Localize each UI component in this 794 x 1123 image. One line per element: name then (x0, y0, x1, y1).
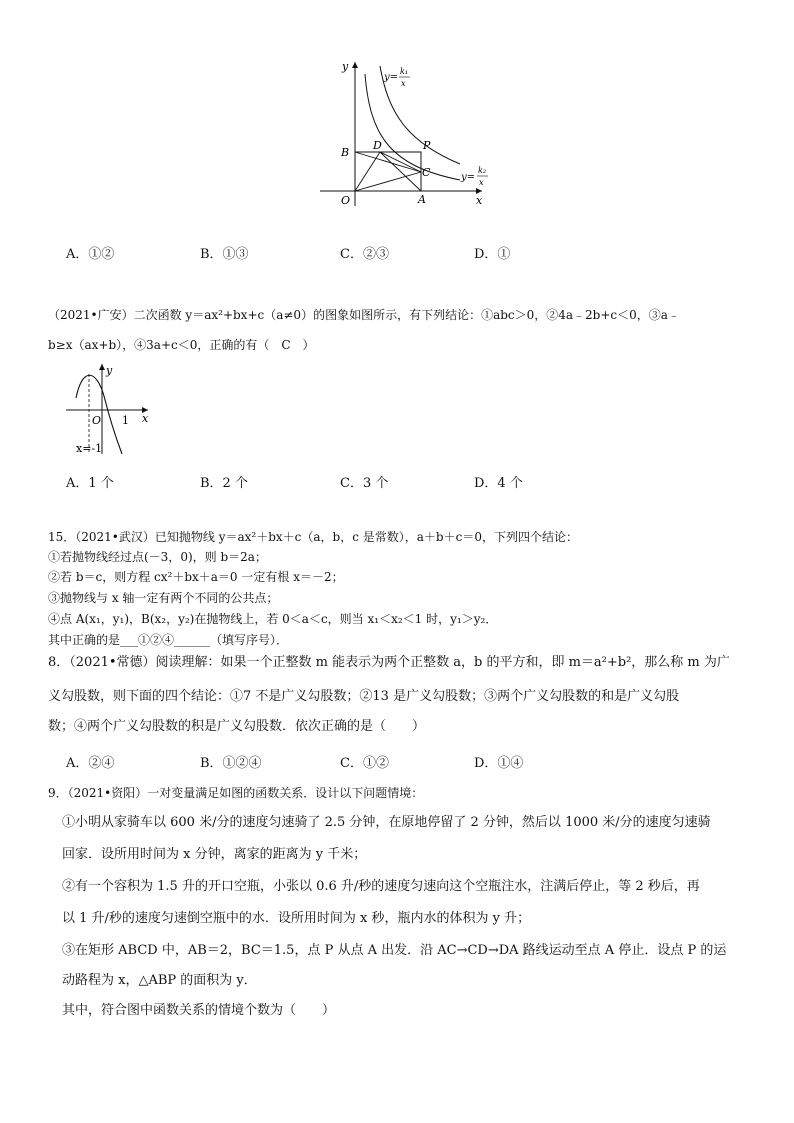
q15-statement-4: ④点 A(x₁，y₁)，B(x₂，y₂)在抛物线上，若 0＜a＜c，则当 x₁＜x₂＜1 时，y₁＞y₂． (48, 612, 498, 626)
prev-option-d[interactable]: D．① (474, 247, 511, 262)
origin-label: O (341, 194, 351, 207)
curve1-denominator: x (401, 79, 406, 88)
q8-option-b[interactable]: B．①②④ (200, 756, 262, 771)
q15-stem: 15．（2021•武汉）已知抛物线 y＝ax²＋bx＋c（a，b，c 是常数），a＋b＋c＝0，下列四个结论： (48, 530, 578, 544)
guangan-question-line2: b≥x（ax+b），④3a+c＜0，正确的有（ C ） (48, 338, 315, 352)
curve1-numerator: k₁ (400, 67, 409, 76)
q8-option-c[interactable]: C．①② (340, 756, 389, 771)
inverse-function-figure (310, 56, 500, 214)
q9-scenario-3-line1: ③在矩形 ABCD 中，AB＝2，BC＝1.5，点 P 从点 A 出发．沿 AC→CD→DA 路线运动至点 A 停止．设点 P 的运 (62, 943, 727, 958)
q9-stem: 9．（2021•资阳）一对变量满足如图的函数关系．设计以下问题情境： (48, 786, 424, 800)
parabola-y-label: y (106, 364, 113, 377)
prev-option-a[interactable]: A．①② (66, 247, 115, 262)
guangan-option-a[interactable]: A．1 个 (66, 476, 114, 491)
x-axis-label: x (476, 194, 483, 207)
point-p-label: P (423, 139, 431, 152)
prev-option-b[interactable]: B．①③ (200, 247, 249, 262)
curve1-label: y= (384, 72, 399, 83)
hyperbola-k2 (365, 74, 460, 180)
parabola-one-label: 1 (122, 414, 129, 427)
guangan-question-line1: （2021•广安）二次函数 y＝ax²+bx+c（a≠0）的图象如图所示，有下列结论：①abc＞0，②4a﹣2b+c＜0，③a﹣ (48, 308, 680, 322)
q9-scenario-1-line2: 回家．设所用时间为 x 分钟，离家的距离为 y 千米； (62, 847, 367, 862)
q8-option-d[interactable]: D．①④ (474, 756, 524, 771)
guangan-option-b[interactable]: B．2 个 (200, 476, 248, 491)
q9-scenario-2-line2: 以 1 升/秒的速度匀速倒空瓶中的水．设所用时间为 x 秒，瓶内水的体积为 y 升； (62, 911, 531, 926)
q9-question: 其中，符合图中函数关系的情境个数为（ ） (62, 1003, 336, 1018)
parabola-figure (62, 360, 162, 460)
point-a-label: A (418, 193, 426, 206)
q15-answer: 其中正确的是___①②④______（填写序号）． (48, 633, 289, 647)
segment-da (380, 152, 421, 191)
parabola-origin-label: O (92, 414, 102, 427)
guangan-option-c[interactable]: C．3 个 (340, 476, 389, 491)
curve2-numerator: k₂ (478, 166, 487, 175)
q8-line1: 8．（2021•常德）阅读理解：如果一个正整数 m 能表示为两个正整数 a，b 的平方和，即 m＝a²+b²，那么称 m 为广 (48, 655, 730, 670)
segment-dc (380, 152, 421, 172)
rectangle-oapb (355, 152, 421, 191)
q15-statement-1: ①若抛物线经过点(－3，0)，则 b＝2a； (48, 550, 267, 564)
q15-statement-3: ③抛物线与 x 轴一定有两个不同的公共点； (48, 591, 279, 605)
point-d-label: D (373, 139, 382, 152)
guangan-option-d[interactable]: D．4 个 (474, 476, 523, 491)
symmetry-axis-label: x=-1 (76, 442, 103, 455)
q9-scenario-1-line1: ①小明从家骑车以 600 米/分的速度匀速骑了 2.5 分钟，在原地停留了 2 分钟，然后以 1000 米/分的速度匀速骑 (62, 815, 711, 830)
q15-statement-2: ②若 b＝c，则方程 cx²＋bx＋a＝0 一定有根 x＝－2； (48, 570, 344, 584)
q9-scenario-3-line2: 动路程为 x，△ABP 的面积为 y． (62, 973, 257, 988)
q8-line2: 义勾股数，则下面的四个结论：①7 不是广义勾股数；②13 是广义勾股数；③两个广义勾股数的和是广义勾股 (48, 689, 680, 704)
point-c-label: C (422, 166, 431, 179)
q8-option-a[interactable]: A．②④ (66, 756, 115, 771)
point-b-label: B (341, 146, 350, 159)
curve2-denominator: x (479, 178, 484, 187)
q8-line3: 数；④两个广义勾股数的积是广义勾股数．依次正确的是（ ） (48, 719, 426, 734)
parabola-x-label: x (142, 412, 149, 425)
segment-bc (355, 152, 421, 172)
q9-scenario-2-line1: ②有一个容积为 1.5 升的开口空瓶，小张以 0.6 升/秒的速度匀速向这个空瓶注水，注满后停止，等 2 秒后，再 (62, 879, 700, 894)
y-axis-label: y (342, 60, 349, 73)
prev-option-c[interactable]: C．②③ (340, 247, 389, 262)
curve2-label: y= (461, 172, 476, 183)
